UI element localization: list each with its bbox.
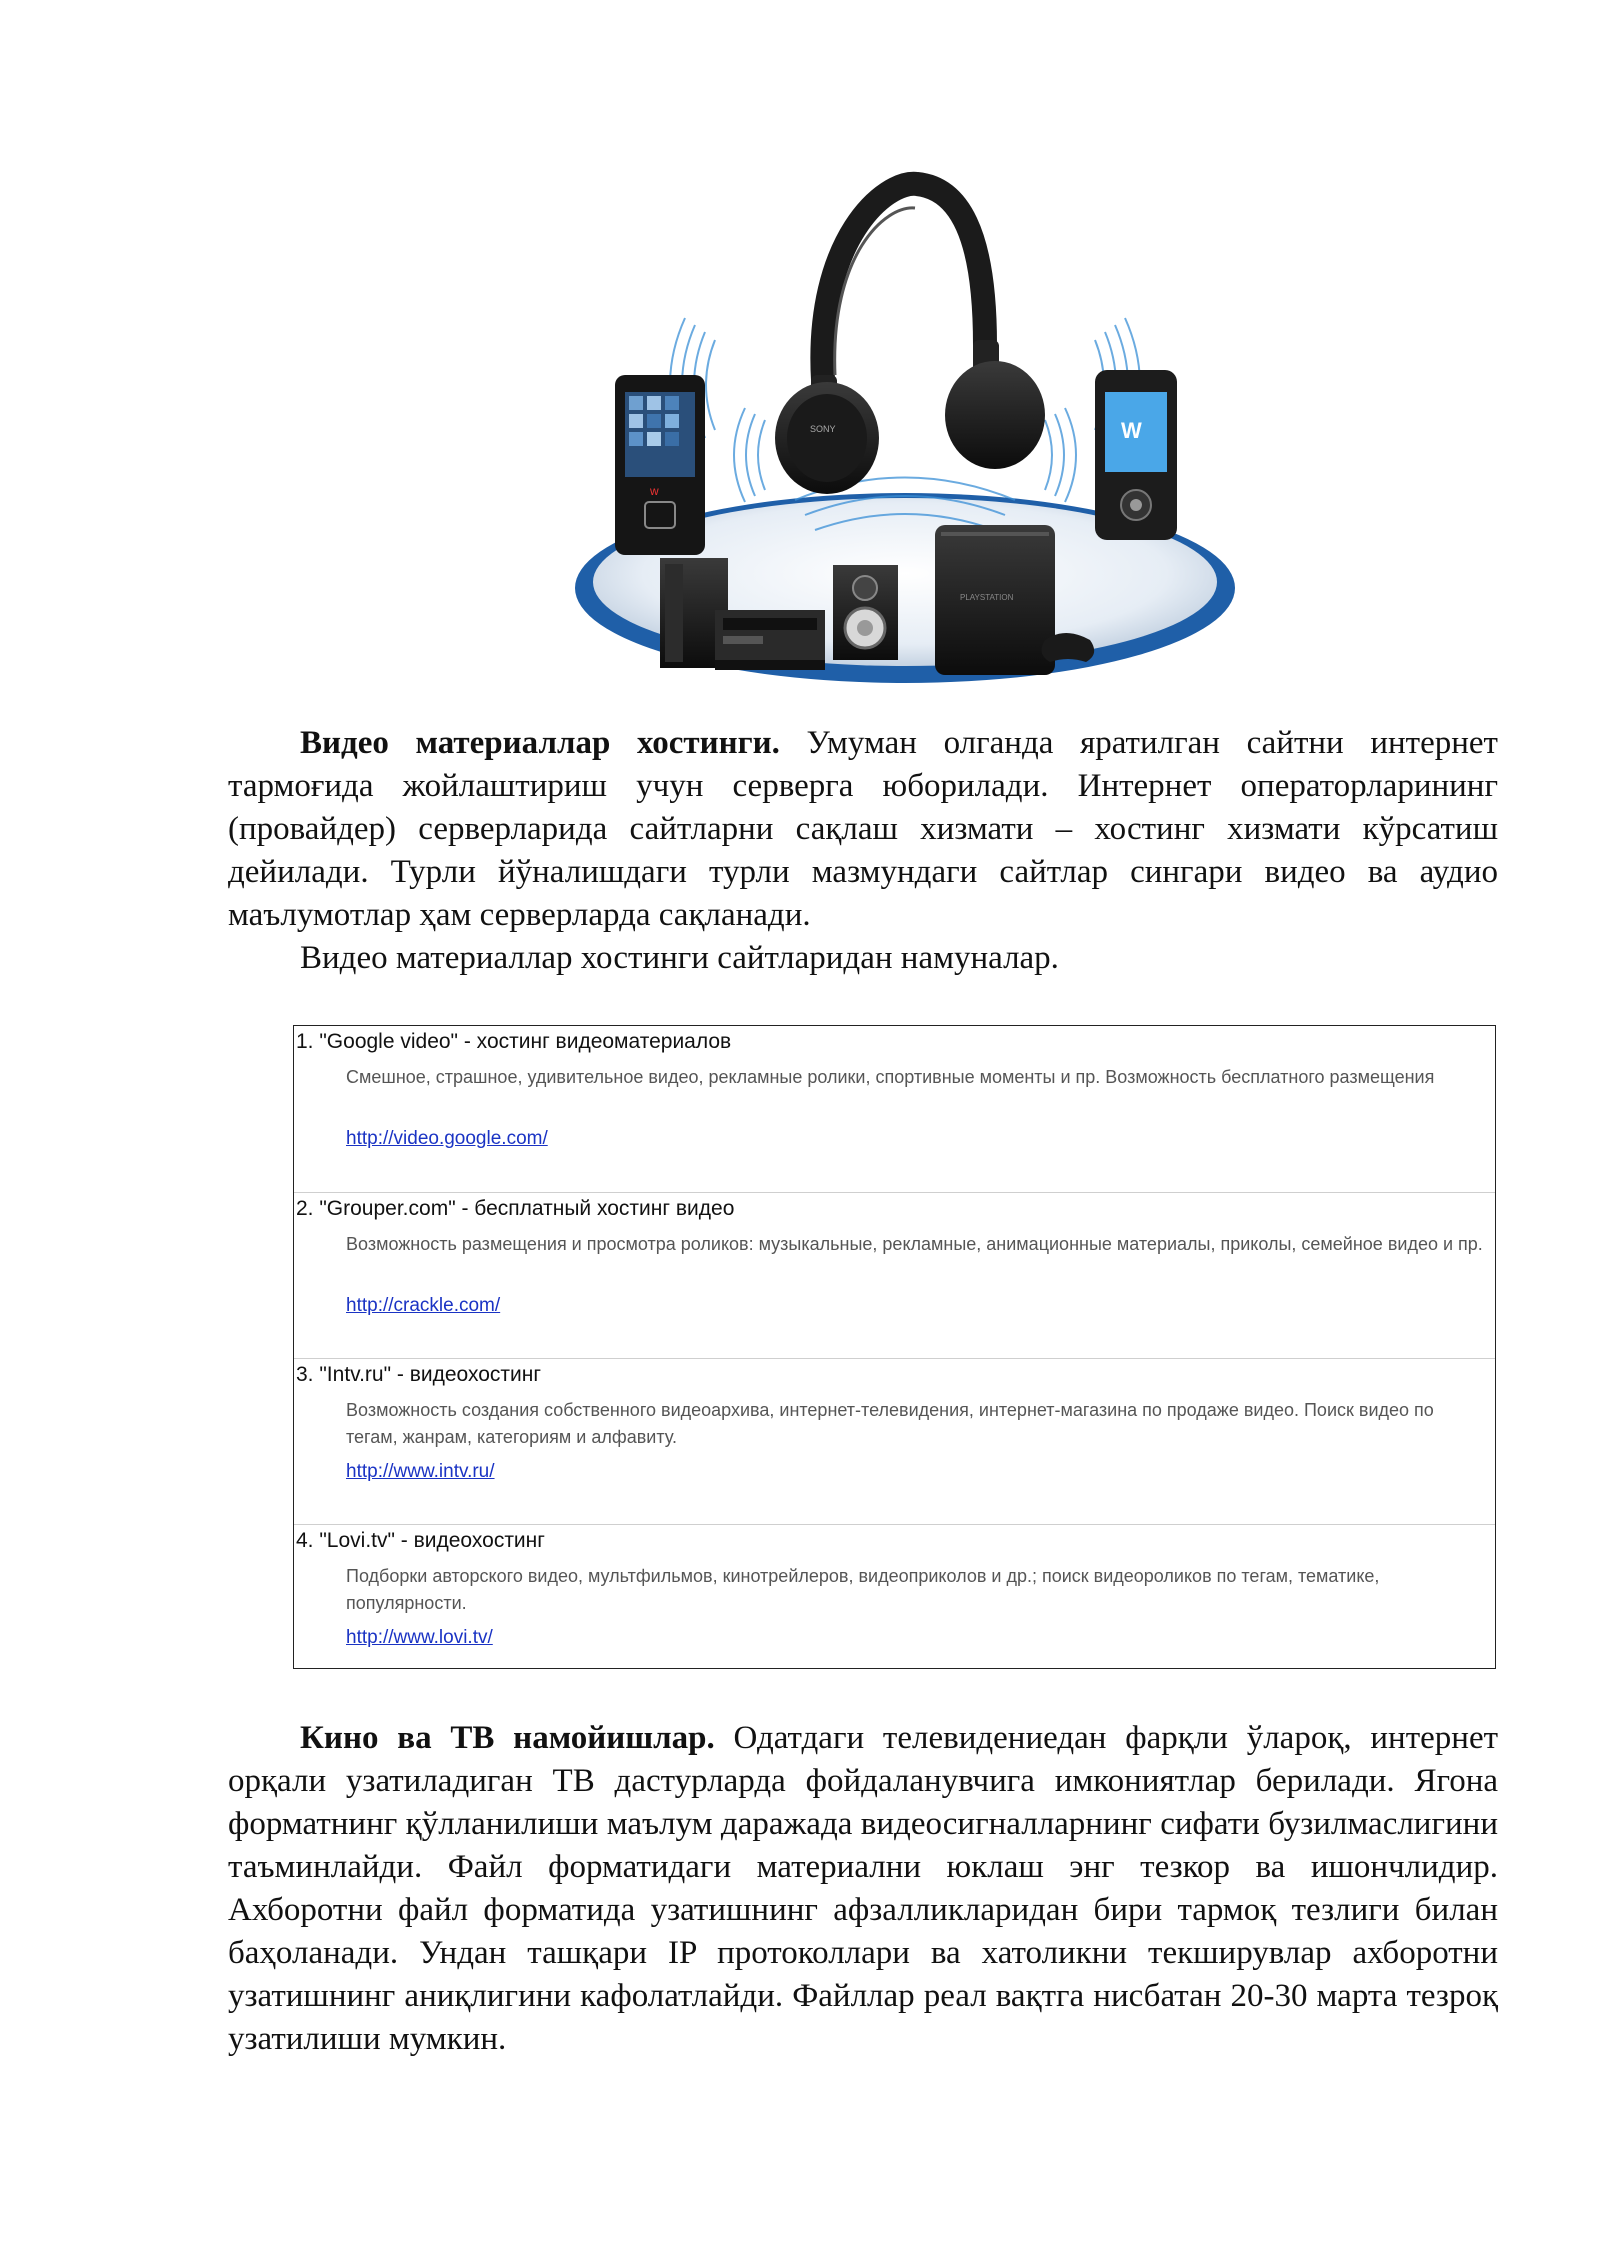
list-item-title: 1. "Google video" - хостинг видеоматериалов [296,1030,732,1053]
list-item-title: 4. "Lovi.tv" - видеохостинг [296,1529,545,1552]
paragraph-heading: Видео материаллар хостинги. [300,725,780,761]
list-item [294,1358,1495,1524]
mobile-phone-right-image [1095,370,1177,540]
list-item-title: 2. "Grouper.com" - бесплатный хостинг видео [296,1197,735,1220]
media-devices-illustration [565,170,1245,710]
list-item [294,1524,1495,1690]
list-item [294,1026,1495,1192]
list-item-description: Возможность создания собственного видеоархива, интернет-телевидения, интернет-магазина по продаже видео. Поиск видео по тегам, жанрам, категориям и алфавиту. [346,1400,1434,1447]
paragraph-examples-intro [228,937,1498,980]
paragraph-text: Видео материаллар хостинги сайтларидан намуналар. [300,940,1059,976]
svg-text:W: W [1121,418,1142,443]
list-item-description: Смешное, страшное, удивительное видео, рекламные ролики, спортивные моменты и пр. Возможность бесплатного размещения [346,1067,1435,1087]
paragraph-heading: Кино ва ТВ намойишлар. [300,1720,715,1756]
list-item-description: Возможность размещения и просмотра роликов: музыкальные, рекламные, анимационные материалы, приколы, семейное видео и пр. [346,1234,1483,1254]
music-player-left-image [615,375,705,555]
list-item-link[interactable]: http://www.lovi.tv/ [346,1627,493,1648]
list-item-link[interactable]: http://crackle.com/ [346,1295,501,1316]
paragraph-text: Одатдаги телевидениедан фарқли ўлароқ, интернет орқали узатиладиган ТВ дастурларда фойдаланувчига имкониятлар берилади. Ягона форматнинг қўлланилиши маълум даражада видеосигналларнинг сифати бузилмаслигини таъминлайди. Файл форматидаги материални юклаш энг тезкор ва ишончлидир. Ахборотни файл форматида узатишнинг афзалликларидан бири тармоқ тезлиги билан баҳоланади. Ундан ташқари IP протоколлари ва хатоликни текширувлар ахборотни узатишнинг аниқлигини кафолатлайди. Файллар реал вақтга нисбатан 20-30 марта тезроқ узатилиши мумкин. [228,1720,1499,2057]
sony-logo: SONY [810,424,836,434]
hosting-sites-list [293,1025,1496,1669]
list-item-link[interactable]: http://www.intv.ru/ [346,1461,495,1482]
list-item [294,1192,1495,1358]
svg-text:PLAYSTATION: PLAYSTATION [960,593,1014,602]
paragraph-text: Умуман олганда яратилган сайтни интернет тармоғида жойлаштириш учун серверга юборилади. Интернет операторларининг (провайдер) серверларида сайтларни сақлаш хизмати – хостинг хизмати кўрсатиш дейилади. Турли йўналишдаги турли мазмундаги сайтлар сингари видео ва аудио маълумотлар ҳам серверларда сақланади. [228,725,1498,933]
list-item-title: 3. "Intv.ru" - видеохостинг [296,1363,542,1386]
paragraph-video-hosting [228,722,1498,937]
svg-text:w: w [650,484,659,498]
list-item-link[interactable]: http://video.google.com/ [346,1128,548,1149]
headphones-image [775,184,1045,494]
paragraph-cinema-tv [228,1717,1498,2061]
list-item-description: Подборки авторского видео, мультфильмов, кинотрейлеров, видеоприколов и др.; поиск видеороликов по тегам, тематике, популярности. [346,1566,1380,1613]
